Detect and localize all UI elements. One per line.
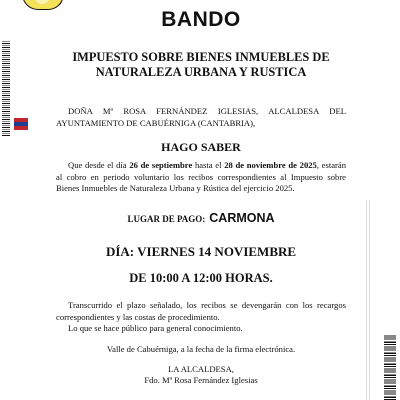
barcode-icon — [384, 334, 396, 400]
payment-hours: DE 10:00 A 12:00 HORAS. — [129, 271, 273, 285]
signatory-title: LA ALCALDESA, — [168, 364, 234, 374]
document-title: BANDO — [161, 8, 241, 31]
payment-day: DÍA: VIERNES 14 NOVIEMBRE — [105, 244, 297, 259]
date-start: 26 de septiembre — [129, 160, 193, 170]
cantabria-flag-icon — [14, 118, 28, 130]
payment-location-label: LUGAR DE PAGO: — [127, 214, 206, 224]
subtitle-line-1: IMPUESTO SOBRE BIENES INMUEBLES DE — [72, 50, 330, 64]
date-end: 28 de noviembre de 2025 — [224, 160, 317, 170]
document-subtitle — [56, 50, 346, 80]
intro-paragraph: DOÑA Mª ROSA FERNÁNDEZ IGLESIAS, ALCALDESA DEL AYUNTAMIENTO DE CABUÉRNIGA (CANTABRIA), — [56, 106, 346, 128]
signature-place-date: Valle de Cabuérniga, a la fecha de la firma electrónica. — [106, 344, 296, 354]
right-margin-registry — [366, 200, 372, 400]
signatory-name: Fdo. Mª Rosa Fernández Iglesias — [144, 375, 258, 385]
payment-location — [56, 209, 346, 227]
hago-saber-heading: HAGO SABER — [161, 140, 241, 154]
subtitle-line-2: NATURALEZA URBANA Y RUSTICA — [95, 65, 307, 79]
body-text-2: hasta el — [194, 160, 222, 170]
body-text-1: Que desde el día — [68, 160, 127, 170]
body-text-3: , estarán al cobro en periodo voluntario los recibos correspondientes al Impuesto sobre Bienes Inmuebles de Naturaleza Urbana y Rústica del ejercicio 2025. — [56, 160, 347, 193]
payment-location-value: CARMONA — [209, 211, 275, 225]
public-notice-line: Lo que se hace público para general conocimiento. — [68, 323, 243, 333]
barcode-icon — [2, 40, 10, 136]
collection-period-paragraph — [56, 160, 346, 195]
late-payment-paragraph: Transcurrido el plazo señalado, los recibos se devengarán con los recargos correspondientes y las costas de procedimiento. — [56, 300, 346, 322]
left-margin-registry — [1, 40, 11, 136]
signature-strip-icon — [366, 200, 372, 400]
